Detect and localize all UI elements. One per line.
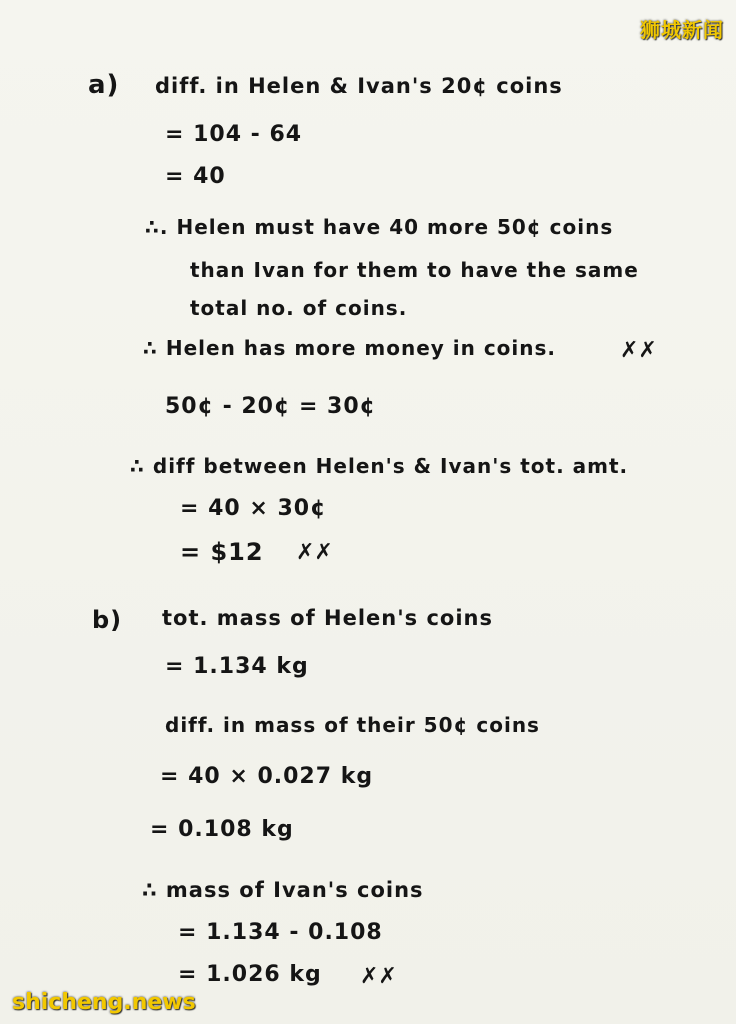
part-a-step1: = 104 - 64 bbox=[165, 122, 303, 147]
part-a-calc: 50¢ - 20¢ = 30¢ bbox=[165, 394, 376, 419]
part-a-label: a) bbox=[88, 70, 120, 100]
part-b-therefore: ∴ mass of Ivan's coins bbox=[142, 878, 424, 902]
part-b-step4: = 1.134 - 0.108 bbox=[178, 920, 383, 945]
watermark-site: shicheng.news bbox=[12, 990, 196, 1015]
part-a-step4: = $12 bbox=[180, 538, 264, 566]
part-a-therefore1-line1: ∴. Helen must have 40 more 50¢ coins bbox=[145, 215, 614, 239]
check-mark-2: ✗✗ bbox=[296, 540, 333, 565]
part-a-therefore2: ∴ Helen has more money in coins. bbox=[143, 336, 557, 360]
part-a-therefore1-line3: total no. of coins. bbox=[190, 296, 408, 320]
part-b-label: b) bbox=[92, 606, 123, 634]
check-mark-1: ✗✗ bbox=[620, 338, 657, 363]
part-a-heading: diff. in Helen & Ivan's 20¢ coins bbox=[155, 74, 563, 98]
part-b-step5: = 1.026 kg bbox=[178, 962, 322, 987]
part-b-step1: = 1.134 kg bbox=[165, 654, 309, 679]
part-b-sub-heading: diff. in mass of their 50¢ coins bbox=[165, 713, 540, 737]
part-b-step2: = 40 × 0.027 kg bbox=[160, 764, 374, 789]
part-b-heading: tot. mass of Helen's coins bbox=[162, 606, 494, 630]
part-a-therefore1-line2: than Ivan for them to have the same bbox=[190, 258, 639, 282]
part-a-step2: = 40 bbox=[165, 164, 226, 189]
part-b-step3: = 0.108 kg bbox=[150, 817, 294, 842]
part-a-step3: = 40 × 30¢ bbox=[180, 496, 327, 521]
watermark-chinese: 狮城新闻 bbox=[640, 18, 724, 42]
part-a-therefore3: ∴ diff between Helen's & Ivan's tot. amt. bbox=[130, 454, 629, 478]
check-mark-3: ✗✗ bbox=[360, 964, 397, 989]
